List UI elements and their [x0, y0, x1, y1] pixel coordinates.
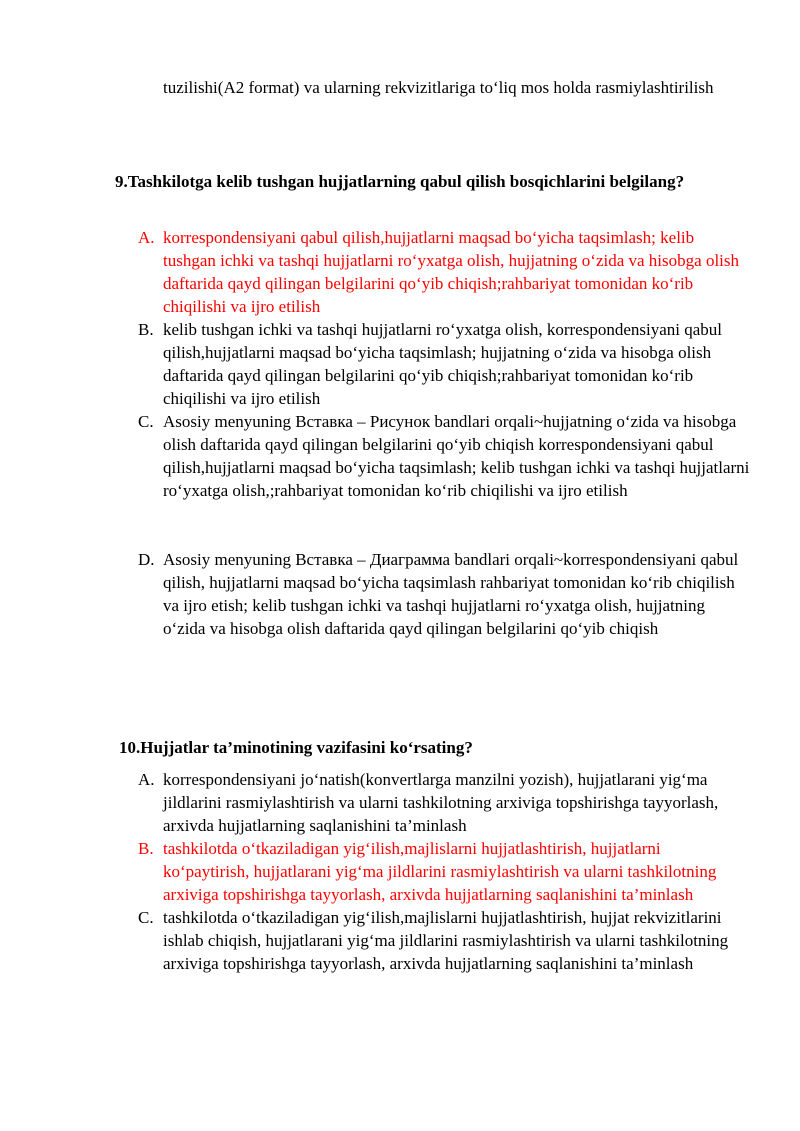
- option-letter: B.: [138, 839, 154, 858]
- question-10-title: 10.Hujjatlar ta’minotining vazifasini ko‘rsating?: [119, 738, 473, 757]
- spacer: [138, 502, 750, 548]
- option-10-a: [138, 768, 750, 837]
- option-text: tashkilotda o‘tkaziladigan yig‘ilish,majlislarni hujjatlashtirish, hujjatlarni ko‘paytirish, hujjatlarani yig‘ma jildlarini rasmiylashtirish va ularni tashkilotning arxiviga topshirishga tayyorlash, arxivda hujjatlarning saqlanishini ta’minlash: [163, 839, 717, 904]
- option-letter: C.: [138, 412, 154, 431]
- option-9-c: [138, 410, 750, 502]
- option-letter: A.: [138, 228, 155, 247]
- question-9-options: [138, 226, 750, 640]
- option-text: korrespondensiyani qabul qilish,hujjatlarni maqsad bo‘yicha taqsimlash; kelib tushgan ichki va tashqi hujjatlarni ro‘yxatga olish, hujjatning o‘zida va hisobga olish daftarida qayd qilingan belgilarini qo‘yib chiqish;rahbariyat tomonidan ko‘rib chiqilishi va ijro etilish: [163, 228, 739, 316]
- option-letter: A.: [138, 770, 155, 789]
- option-letter: B.: [138, 320, 154, 339]
- option-text: tashkilotda o‘tkaziladigan yig‘ilish,majlislarni hujjatlashtirish, hujjat rekvizitlarini ishlab chiqish, hujjatlarani yig‘ma jildlarini rasmiylashtirish va ularni tashkilotning arxiviga topshirishga tayyorlash, arxivda hujjatlarning saqlanishini ta’minlash: [163, 908, 729, 973]
- option-10-c: [138, 906, 750, 975]
- option-10-b: [138, 837, 750, 906]
- option-9-b: [138, 318, 750, 410]
- option-text: Asosiy menyuning Вставка – Диаграмма bandlari orqali~korrespondensiyani qabul qilish, hujjatlarni maqsad bo‘yicha taqsimlash rahbariyat tomonidan ko‘rib chiqilish va ijro etish; kelib tushgan ichki va tashqi hujjatlarni ro‘yxatga olish, hujjatning o‘zida va hisobga olish daftarida qayd qilingan belgilarini qo‘yib chiqish: [163, 550, 739, 638]
- option-text: kelib tushgan ichki va tashqi hujjatlarni ro‘yxatga olish, korrespondensiyani qabul qilish,hujjatlarni maqsad bo‘yicha taqsimlash; hujjatning o‘zida va hisobga olish daftarida qayd qilingan belgilarini qo‘yib chiqish;rahbariyat tomonidan ko‘rib chiqilishi va ijro etilish: [163, 320, 722, 408]
- option-letter: C.: [138, 908, 154, 927]
- option-9-a: [138, 226, 750, 318]
- question-10-options: [138, 768, 750, 975]
- option-text: Asosiy menyuning Вставка – Рисунок bandlari orqali~hujjatning o‘zida va hisobga olish daftarida qayd qilingan belgilarini qo‘yib chiqish korrespondensiyani qabul qilish,hujjatlarni maqsad bo‘yicha taqsimlash; kelib tushgan ichki va tashqi hujjatlarni ro‘yxatga olish,;rahbariyat tomonidan ko‘rib chiqilishi va ijro etilish: [163, 412, 750, 500]
- option-9-d: [138, 548, 750, 640]
- previous-option-continuation: tuzilishi(A2 format) va ularning rekvizitlariga to‘liq mos holda rasmiylashtirilish: [163, 78, 714, 97]
- question-9-title: 9.Tashkilotga kelib tushgan hujjatlarning qabul qilish bosqichlarini belgilang?: [115, 172, 685, 191]
- option-letter: D.: [138, 550, 155, 569]
- option-text: korrespondensiyani jo‘natish(konvertlarga manzilni yozish), hujjatlarani yig‘ma jildlarini rasmiylashtirish va ularni tashkilotning arxiviga topshirishga tayyorlash, arxivda hujjatlarning saqlanishini ta’minlash: [163, 770, 719, 835]
